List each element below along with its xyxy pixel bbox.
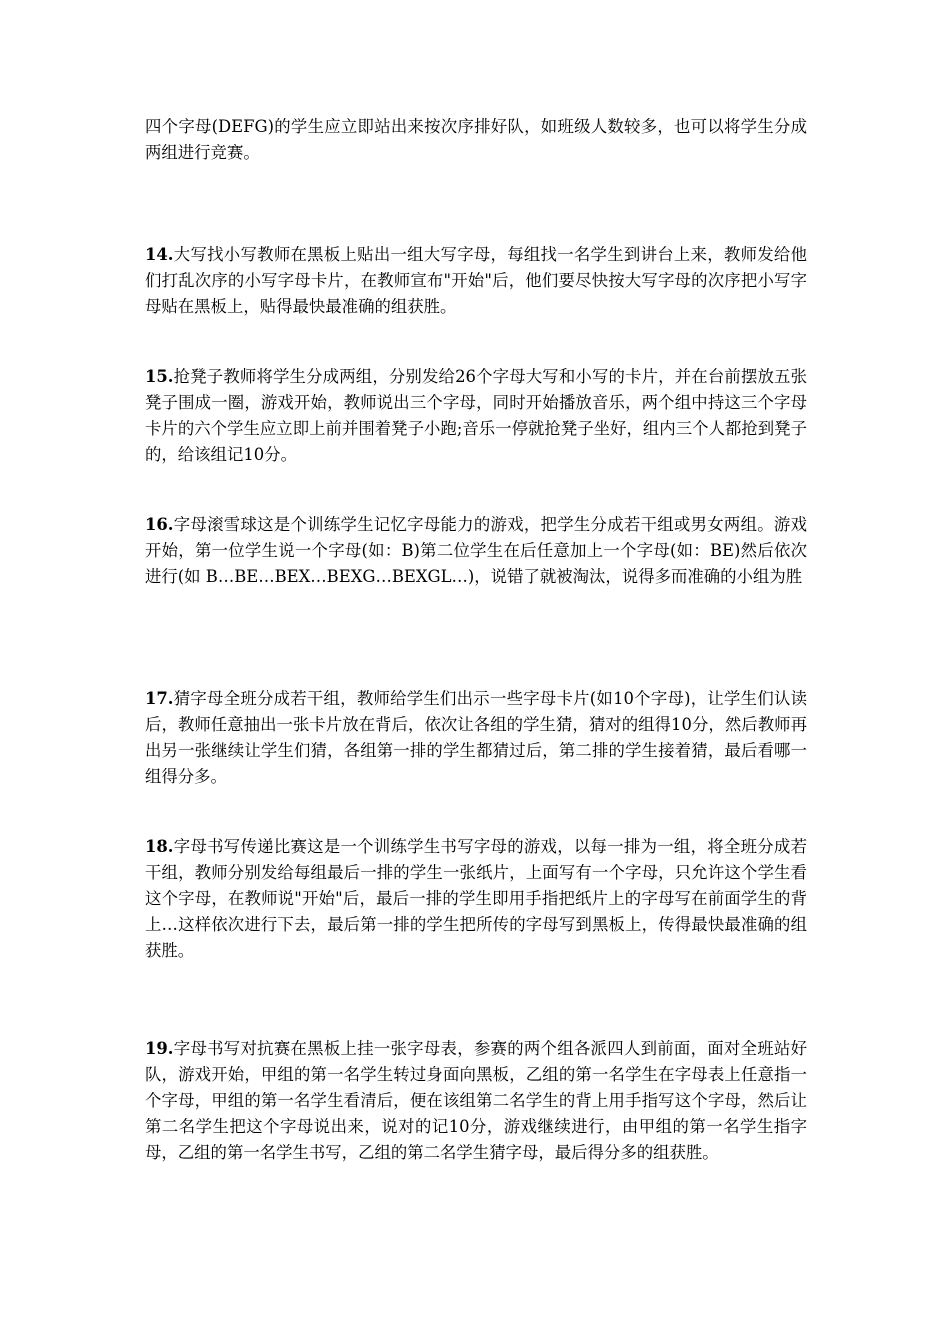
paragraph-15 bbox=[145, 364, 807, 468]
paragraph-number: 19. bbox=[145, 1039, 174, 1058]
paragraph-text: 字母书写对抗赛在黑板上挂一张字母表，参赛的两个组各派四人到前面，面对全班站好队，游戏开始，甲组的第一名学生转过身面向黑板，乙组的第一名学生在字母表上任意指一个字母，甲组的第一名学生看清后，便在该组第二名学生的背上用手指写这个字母，然后让第二名学生把这个字母说出来，说对的记10分，游戏继续进行，由甲组的第一名学生指字母，乙组的第一名学生书写，乙组的第二名学生猜字母，最后得分多的组获胜。 bbox=[145, 1039, 807, 1162]
paragraph-text: 四个字母(DEFG)的学生应立即站出来按次序排好队，如班级人数较多，也可以将学生分成两组进行竞赛。 bbox=[145, 117, 807, 162]
paragraph-number: 16. bbox=[145, 515, 174, 534]
paragraph-number: 15. bbox=[145, 367, 174, 386]
paragraph-17 bbox=[145, 686, 807, 790]
paragraph-text: 字母书写传递比赛这是一个训练学生书写字母的游戏，以每一排为一组，将全班分成若干组，教师分别发给每组最后一排的学生一张纸片，上面写有一个字母，只允许这个学生看这个字母，在教师说"开始"后，最后一排的学生即用手指把纸片上的字母写在前面学生的背上…这样依次进行下去，最后第一排的学生把所传的字母写到黑板上，传得最快最准确的组获胜。 bbox=[145, 837, 807, 960]
paragraph-text: 字母滚雪球这是个训练学生记忆字母能力的游戏，把学生分成若干组或男女两组。游戏开始，第一位学生说一个字母(如：B)第二位学生在后任意加上一个字母(如：BE)然后依次进行(如 B…BE…BEX…BEXG…BEXGL…)，说错了就被淘汰，说得多而准确的小组为胜 bbox=[145, 515, 807, 586]
paragraph-text: 抢凳子教师将学生分成两组，分别发给26个字母大写和小写的卡片，并在台前摆放五张凳子围成一圈，游戏开始，教师说出三个字母，同时开始播放音乐，两个组中持这三个字母卡片的六个学生应立即上前并围着凳子小跑;音乐一停就抢凳子坐好，组内三个人都抢到凳子的，给该组记10分。 bbox=[145, 367, 807, 464]
paragraph-number: 18. bbox=[145, 837, 174, 856]
paragraph-16 bbox=[145, 512, 807, 590]
paragraph-continuation bbox=[145, 114, 807, 166]
paragraph-number: 14. bbox=[145, 245, 174, 264]
paragraph-18 bbox=[145, 834, 807, 964]
paragraph-number: 17. bbox=[145, 689, 174, 708]
paragraph-text: 大写找小写教师在黑板上贴出一组大写字母，每组找一名学生到讲台上来，教师发给他们打乱次序的小写字母卡片，在教师宣布"开始"后，他们要尽快按大写字母的次序把小写字母贴在黑板上，贴得最快最准确的组获胜。 bbox=[145, 245, 807, 316]
paragraph-14 bbox=[145, 242, 807, 320]
paragraph-19 bbox=[145, 1036, 807, 1166]
paragraph-text: 猜字母全班分成若干组，教师给学生们出示一些字母卡片(如10个字母)，让学生们认读后，教师任意抽出一张卡片放在背后，依次让各组的学生猜，猜对的组得10分，然后教师再出另一张继续让学生们猜，各组第一排的学生都猜过后，第二排的学生接着猜，最后看哪一组得分多。 bbox=[145, 689, 807, 786]
